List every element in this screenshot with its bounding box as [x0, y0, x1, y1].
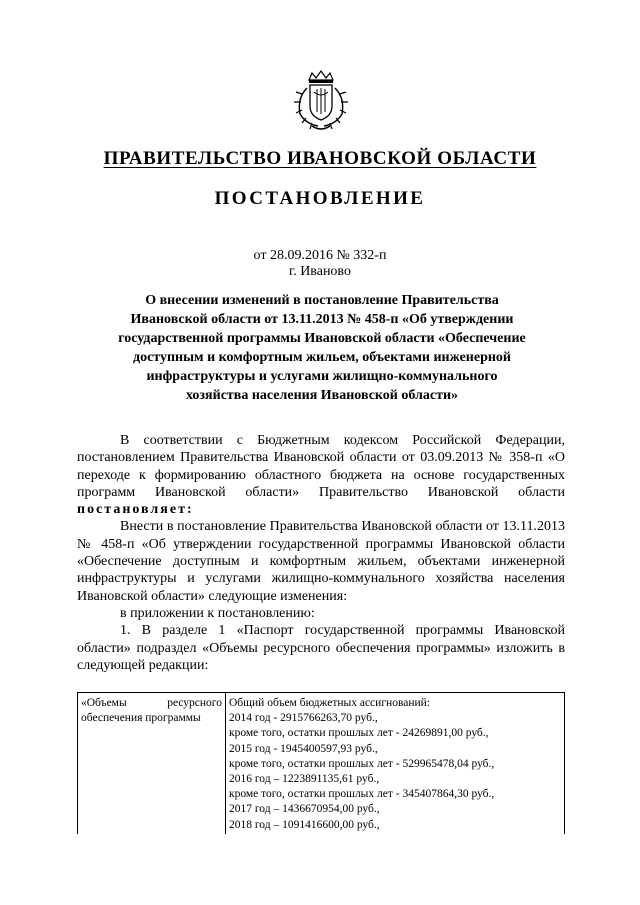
document-type: ПОСТАНОВЛЕНИЕ: [214, 188, 426, 209]
table-label: «Объемы ресурсного обеспечения программы: [81, 697, 222, 725]
table-line: кроме того, остатки прошлых лет - 24269891,00 руб.,: [229, 727, 489, 740]
government-name: ПРАВИТЕЛЬСТВО ИВАНОВСКОЙ ОБЛАСТИ: [103, 148, 537, 169]
paragraph-3: в приложении к постановлению:: [120, 605, 315, 621]
table-line: Общий объем бюджетных ассигнований:: [229, 697, 430, 709]
table-line: 2015 год - 1945400597,93 руб.,: [229, 742, 378, 755]
table-line: кроме того, остатки прошлых лет - 529965478,04 руб.,: [229, 757, 495, 770]
city: г. Иваново: [289, 264, 351, 279]
table-row: [78, 693, 565, 834]
document-body: [77, 432, 565, 674]
date-number: от 28.09.2016 № 332-п: [253, 248, 387, 263]
document-title: О внесении изменений в постановление Правительства Ивановской области от 13.11.2013 № 458-п «Об утверждении государственной программы Ивановской области «Обеспечение доступным и комфортным жильем, объектами инженерной инфраструктуры и услугами жилищно-коммунального хозяйства населения Ивановской области»: [118, 293, 526, 403]
table-line: кроме того, остатки прошлых лет - 345407864,30 руб.,: [229, 788, 495, 801]
resources-table: [77, 692, 565, 834]
table-value-cell: [226, 693, 565, 834]
paragraph-1: В соответствии с Бюджетным кодексом Российской Федерации, постановлением Правительства Ивановской области от 03.09.2013 № 358-п «О переходе к формированию областного бюджета на основе государственных программ Ивановской области» Правительство Ивановской области постановляет:: [77, 433, 565, 518]
table-line: 2014 год - 2915766263,70 руб.,: [229, 712, 378, 725]
paragraph-4: 1. В разделе 1 «Паспорт государственной программы Ивановской области» подраздел «Объемы ресурсного обеспечения программы» изложить в следующей редакции:: [77, 623, 565, 673]
table-line: 2016 год – 1223891135,61 руб.,: [229, 773, 380, 786]
paragraph-2: Внести в постановление Правительства Ивановской области от 13.11.2013 № 458-п «Об утверждении государственной программы Ивановской области «Обеспечение доступным и комфортным жильем, объектами инженерной инфраструктуры и услугами жилищно-коммунального хозяйства населения Ивановской области» следующие изменения:: [77, 519, 565, 604]
table-line: 2017 год – 1436670954,00 руб.,: [229, 803, 380, 816]
table-label-cell: [78, 693, 226, 834]
table-line: 2018 год – 1091416600,00 руб.,: [229, 818, 380, 831]
resolves-verb: постановляет:: [77, 502, 194, 518]
coat-of-arms-icon: [292, 70, 350, 134]
